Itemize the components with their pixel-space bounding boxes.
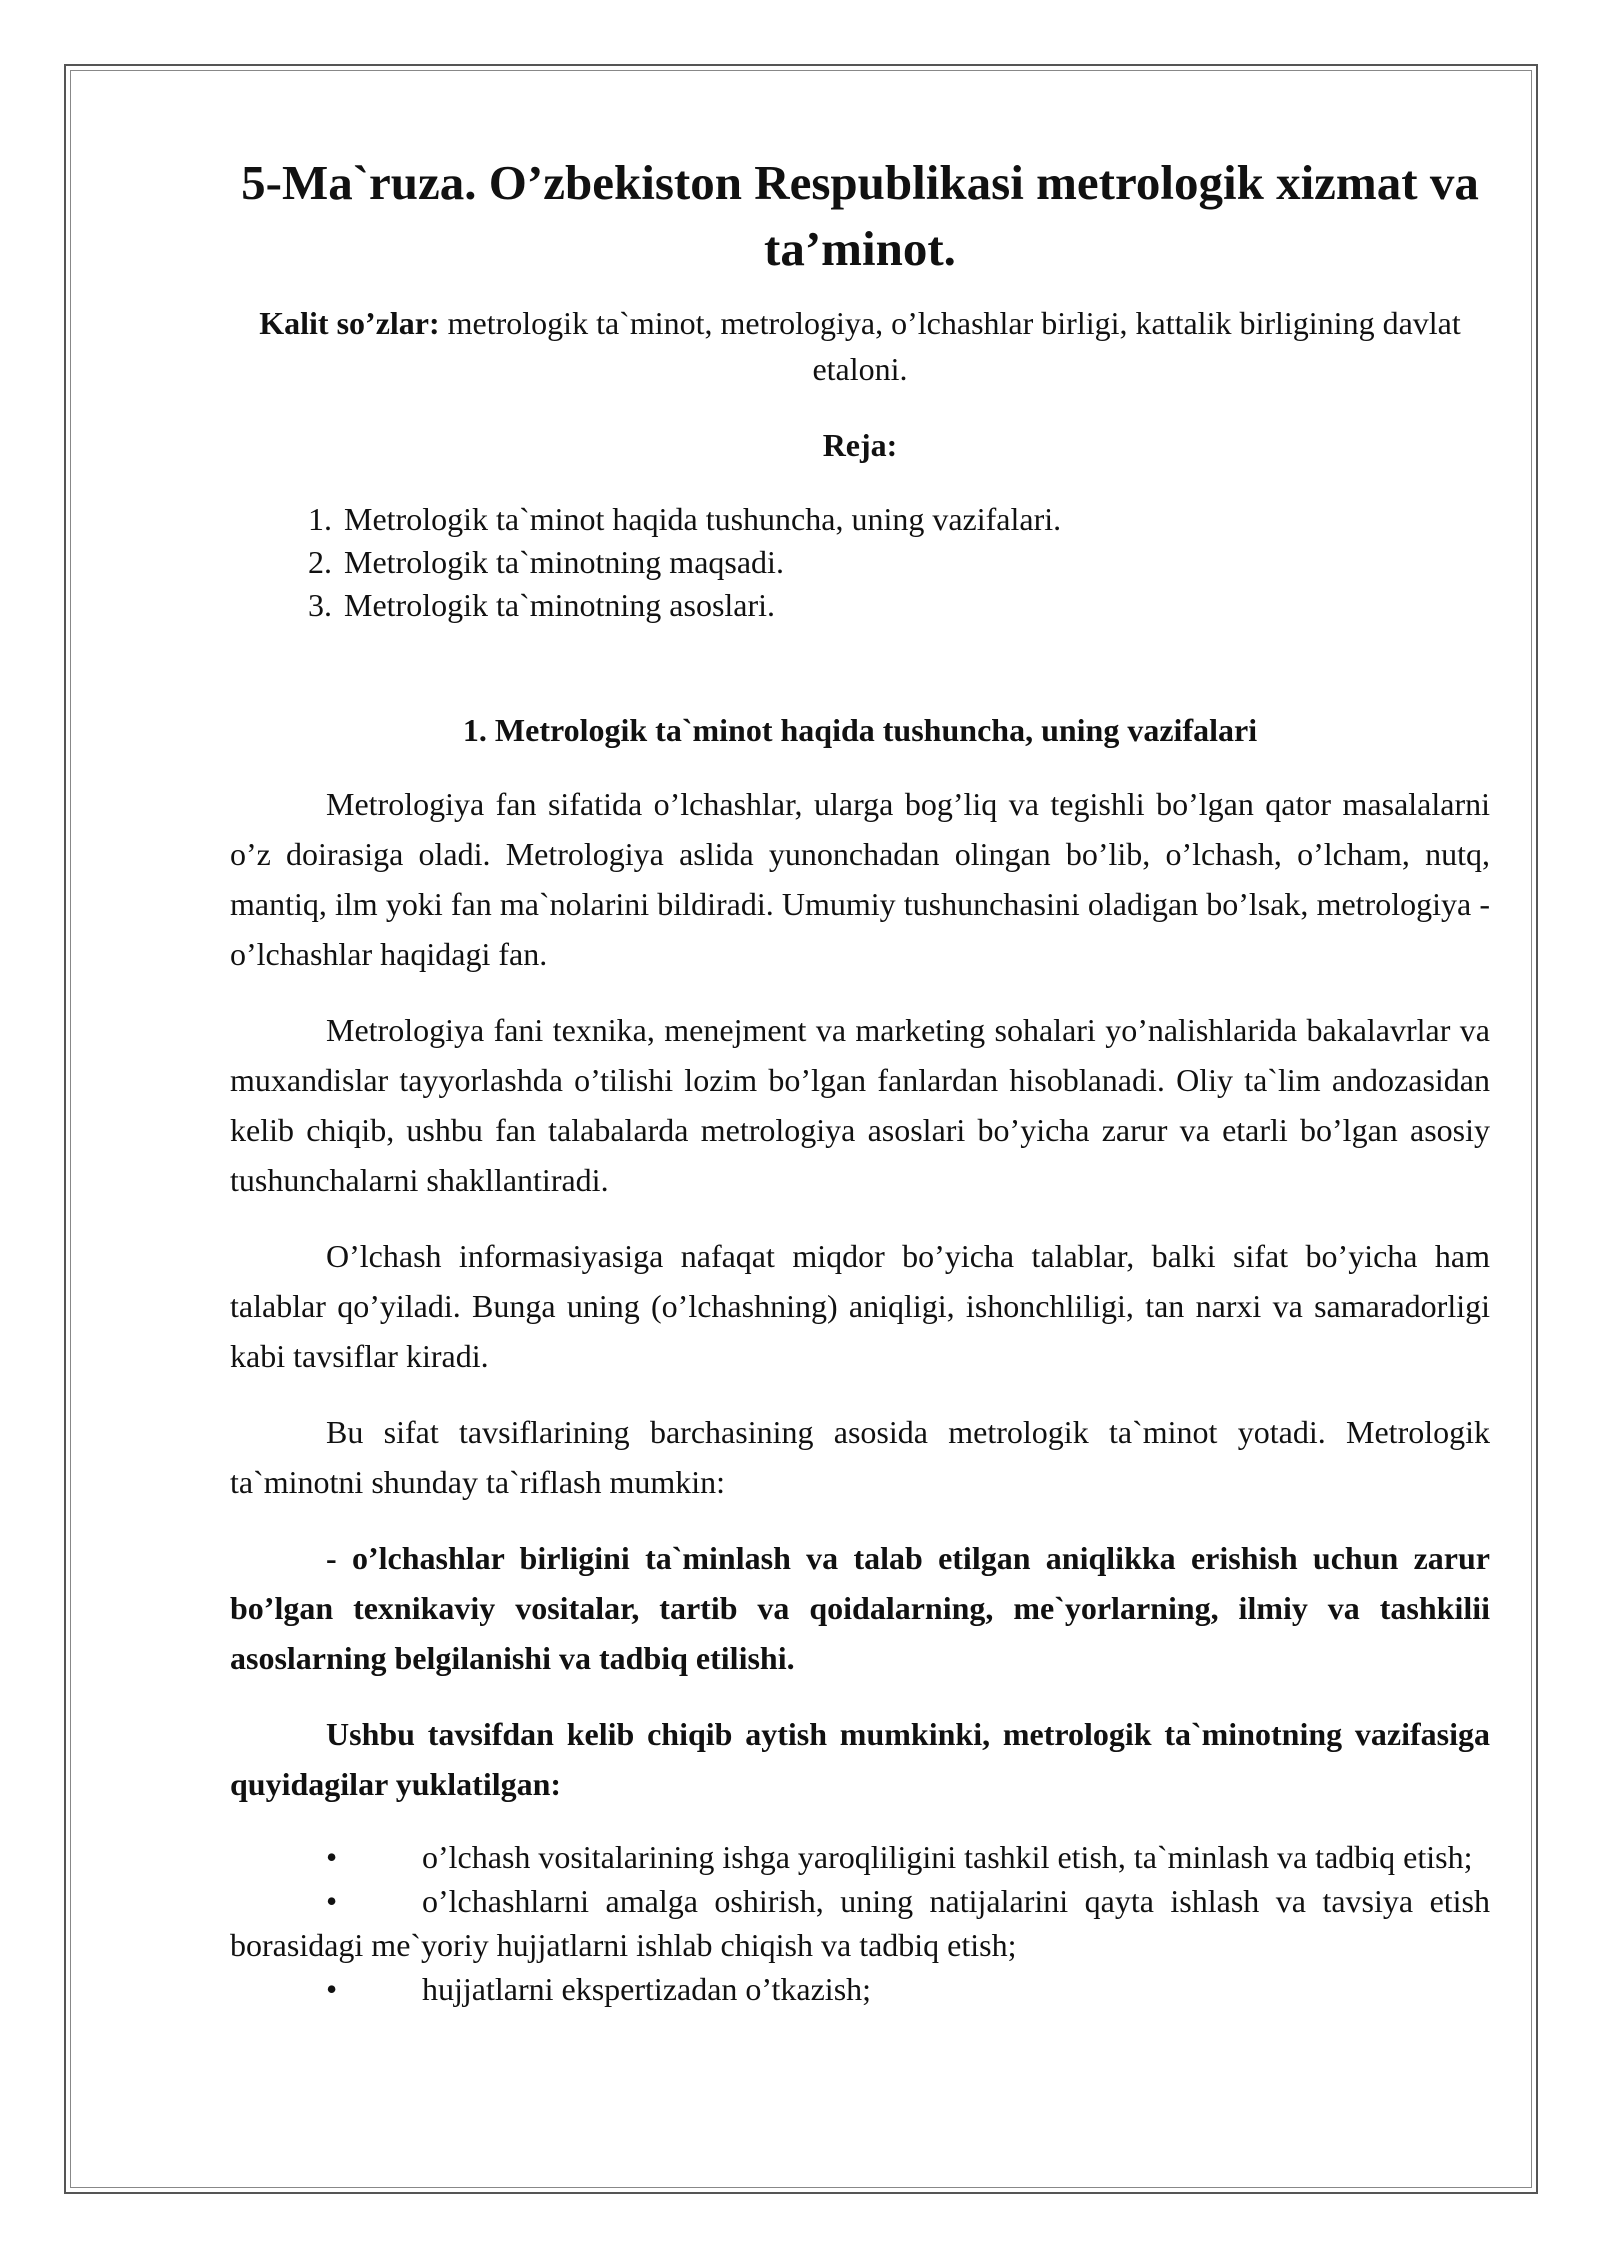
tasks-list-item <box>230 1835 1490 1879</box>
plan-item <box>308 498 1490 541</box>
plan-title: Reja: <box>822 427 898 463</box>
bullet-icon: • <box>326 1839 338 1875</box>
bullet-icon: • <box>326 1971 338 2007</box>
plan-item-number: 1. <box>308 501 332 537</box>
plan-item-text: Metrologik ta`minotning maqsadi. <box>344 544 784 580</box>
plan-list <box>230 498 1490 627</box>
plan-item-text: Metrologik ta`minotning asoslari. <box>344 587 776 623</box>
keywords-label: Kalit so’zlar: <box>259 305 440 341</box>
plan-item-number: 2. <box>308 544 332 580</box>
document-body <box>230 150 1490 2011</box>
tasks-intro-paragraph: Ushbu tavsifdan kelib chiqib aytish mumkinki, metrologik ta`minotning vazifasiga quyidagilar yuklatilgan: <box>230 1716 1490 1802</box>
paragraph: O’lchash informasiyasiga nafaqat miqdor bo’yicha talablar, balki sifat bo’yicha ham talablar qo’yiladi. Bunga uning (o’lchashning) aniqligi, ishonchliligi, tan narxi va samaradorligi kabi tavsiflar kiradi. <box>230 1238 1490 1374</box>
tasks-list-item <box>230 1967 1490 2011</box>
paragraph: Metrologiya fan sifatida o’lchashlar, ularga bog’liq va tegishli bo’lgan qator masalalarni o’z doirasiga oladi. Metrologiya aslida yunonchadan olingan bo’lib, o’lchash, o’lcham, nutq, mantiq, ilm yoki fan ma`nolarini bildiradi. Umumiy tushunchasini oladigan bo’lsak, metrologiya - o’lchashlar haqidagi fan. <box>230 786 1490 972</box>
tasks-list <box>230 1835 1490 2011</box>
plan-item-text: Metrologik ta`minot haqida tushuncha, uning vazifalari. <box>344 501 1062 537</box>
plan-item-number: 3. <box>308 587 332 623</box>
bullet-icon: • <box>326 1883 338 1919</box>
keywords-text: metrologik ta`minot, metrologiya, o’lchashlar birligi, kattalik birligining davlat etaloni. <box>439 305 1461 387</box>
tasks-list-item-text: o’lchashlarni amalga oshirish, uning natijalarini qayta ishlash va tavsiya etish borasidagi me`yoriy hujjatlarni ishlab chiqish va tadbiq etish; <box>230 1883 1490 1963</box>
section-heading: 1. Metrologik ta`minot haqida tushuncha, uning vazifalari <box>462 712 1258 748</box>
plan-item <box>308 541 1490 584</box>
plan-item <box>308 584 1490 627</box>
paragraph: Bu sifat tavsiflarining barchasining asosida metrologik ta`minot yotadi. Metrologik ta`minotni shunday ta`riflash mumkin: <box>230 1414 1490 1500</box>
paragraph: Metrologiya fani texnika, menejment va marketing sohalari yo’nalishlarida bakalavrlar va muxandislar tayyorlashda o’tilishi lozim bo’lgan fanlardan hisoblanadi. Oliy ta`lim andozasidan kelib chiqib, ushbu fan talabalarda metrologiya asoslari bo’yicha zarur va etarli bo’lgan asosiy tushunchalarni shakllantiradi. <box>230 1012 1490 1198</box>
definition-paragraph: - o’lchashlar birligini ta`minlash va talab etilgan aniqlikka erishish uchun zarur bo’lgan texnikaviy vositalar, tartib va qoidalarning, me`yorlarning, ilmiy va tashkilii asoslarning belgilanishi va tadbiq etilishi. <box>230 1540 1490 1676</box>
keywords <box>230 300 1490 392</box>
tasks-list-item-text: hujjatlarni ekspertizadan o’tkazish; <box>422 1971 872 2007</box>
tasks-list-item-text: o’lchash vositalarining ishga yaroqliligini tashkil etish, ta`minlash va tadbiq etish; <box>422 1839 1473 1875</box>
page-title: 5-Ma`ruza. O’zbekiston Respublikasi metrologik xizmat va ta’minot. <box>241 155 1479 276</box>
tasks-list-item <box>230 1879 1490 1967</box>
